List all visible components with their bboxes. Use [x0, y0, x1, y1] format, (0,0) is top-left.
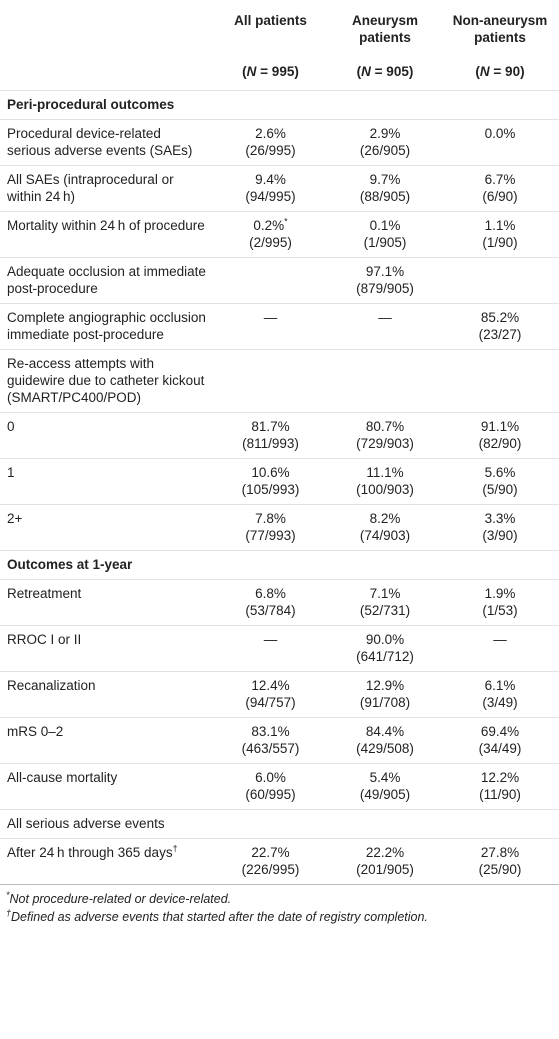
table-row [0, 166, 559, 212]
cell: 1.9% (1/53) [441, 580, 559, 626]
table-row [0, 212, 559, 258]
table-row [0, 350, 559, 413]
footnote: †Defined as adverse events that started after the date of registry completion. [6, 907, 428, 924]
cell: 1.1% (1/90) [441, 212, 559, 258]
table-row [0, 626, 559, 672]
footnote-mark: * [284, 216, 288, 227]
table-row [0, 718, 559, 764]
cell [441, 258, 559, 304]
table-row [0, 304, 559, 350]
table-row [0, 810, 559, 839]
table-row [0, 258, 559, 304]
cell: 0.1% (1/905) [329, 212, 441, 258]
section-row [0, 551, 559, 580]
cell: 22.2% (201/905) [329, 839, 441, 885]
cell: 6.1% (3/49) [441, 672, 559, 718]
cell: 8.2% (74/903) [329, 505, 441, 551]
cell: 2.6% (26/995) [212, 120, 329, 166]
row-label: 1 [0, 459, 212, 505]
header-empty [0, 0, 212, 91]
cell: 85.2% (23/27) [441, 304, 559, 350]
cell: — [329, 304, 441, 350]
section-row [0, 91, 559, 120]
row-label: Procedural device-related serious adverse events (SAEs) [0, 120, 212, 166]
cell: 9.4% (94/995) [212, 166, 329, 212]
cell: 6.7% (6/90) [441, 166, 559, 212]
cell: 91.1% (82/90) [441, 413, 559, 459]
row-label: All serious adverse events [0, 810, 212, 839]
header-n: (N = 90) [475, 64, 525, 79]
cell [212, 258, 329, 304]
table-footnotes [0, 885, 559, 925]
cell: 81.7% (811/993) [212, 413, 329, 459]
cell: 22.7% (226/995) [212, 839, 329, 885]
cell: 5.4% (49/905) [329, 764, 441, 810]
section-title: Peri-procedural outcomes [0, 91, 559, 120]
row-label: Complete angiographic occlusion immediate post-procedure [0, 304, 212, 350]
row-label: Mortality within 24 h of procedure [0, 212, 212, 258]
cell: 6.0% (60/995) [212, 764, 329, 810]
table-row [0, 672, 559, 718]
cell: 12.4% (94/757) [212, 672, 329, 718]
cell: 97.1% (879/905) [329, 258, 441, 304]
cell: 90.0% (641/712) [329, 626, 441, 672]
row-label: 2+ [0, 505, 212, 551]
row-label: All SAEs (intraprocedural or within 24 h) [0, 166, 212, 212]
cell: 83.1% (463/557) [212, 718, 329, 764]
cell: — [441, 626, 559, 672]
header-n: (N = 995) [242, 64, 299, 79]
section-title: Outcomes at 1-year [0, 551, 559, 580]
cell: 7.8% (77/993) [212, 505, 329, 551]
row-label: Recanalization [0, 672, 212, 718]
cell: 11.1% (100/903) [329, 459, 441, 505]
cell: 80.7% (729/903) [329, 413, 441, 459]
cell: 69.4% (34/49) [441, 718, 559, 764]
cell: 7.1% (52/731) [329, 580, 441, 626]
table-row [0, 839, 559, 885]
cell: 0.0% [441, 120, 559, 166]
table-row [0, 580, 559, 626]
header-aneurysm: Aneurysm patients (N = 905) [329, 0, 441, 91]
cell: 84.4% (429/508) [329, 718, 441, 764]
cell: 5.6% (5/90) [441, 459, 559, 505]
cell: 6.8% (53/784) [212, 580, 329, 626]
row-label: Re-access attempts with guidewire due to catheter kickout (SMART/PC400/POD) [0, 350, 212, 413]
cell: 3.3% (3/90) [441, 505, 559, 551]
table-row [0, 505, 559, 551]
table-row [0, 120, 559, 166]
cell: 2.9% (26/905) [329, 120, 441, 166]
table-row [0, 764, 559, 810]
header-all-patients: All patients (N = 995) [212, 0, 329, 91]
footnote: *Not procedure-related or device-related. [6, 889, 232, 906]
cell: 9.7% (88/905) [329, 166, 441, 212]
row-label: All-cause mortality [0, 764, 212, 810]
row-label: mRS 0–2 [0, 718, 212, 764]
cell: 10.6% (105/993) [212, 459, 329, 505]
cell: 12.9% (91/708) [329, 672, 441, 718]
row-label: 0 [0, 413, 212, 459]
table-header-row [0, 0, 559, 91]
footnote-mark: † [172, 843, 178, 854]
cell: — [212, 626, 329, 672]
row-label: RROC I or II [0, 626, 212, 672]
row-label: Adequate occlusion at immediate post-procedure [0, 258, 212, 304]
header-n: (N = 905) [356, 64, 414, 79]
cell: — [212, 304, 329, 350]
cell: 27.8% (25/90) [441, 839, 559, 885]
header-non-aneurysm: Non-aneurysm patients (N = 90) [441, 0, 559, 91]
row-label: After 24 h through 365 days† [0, 839, 212, 885]
cell: 12.2% (11/90) [441, 764, 559, 810]
table-row [0, 459, 559, 505]
row-label: Retreatment [0, 580, 212, 626]
cell: 0.2%* (2/995) [212, 212, 329, 258]
table-row [0, 413, 559, 459]
